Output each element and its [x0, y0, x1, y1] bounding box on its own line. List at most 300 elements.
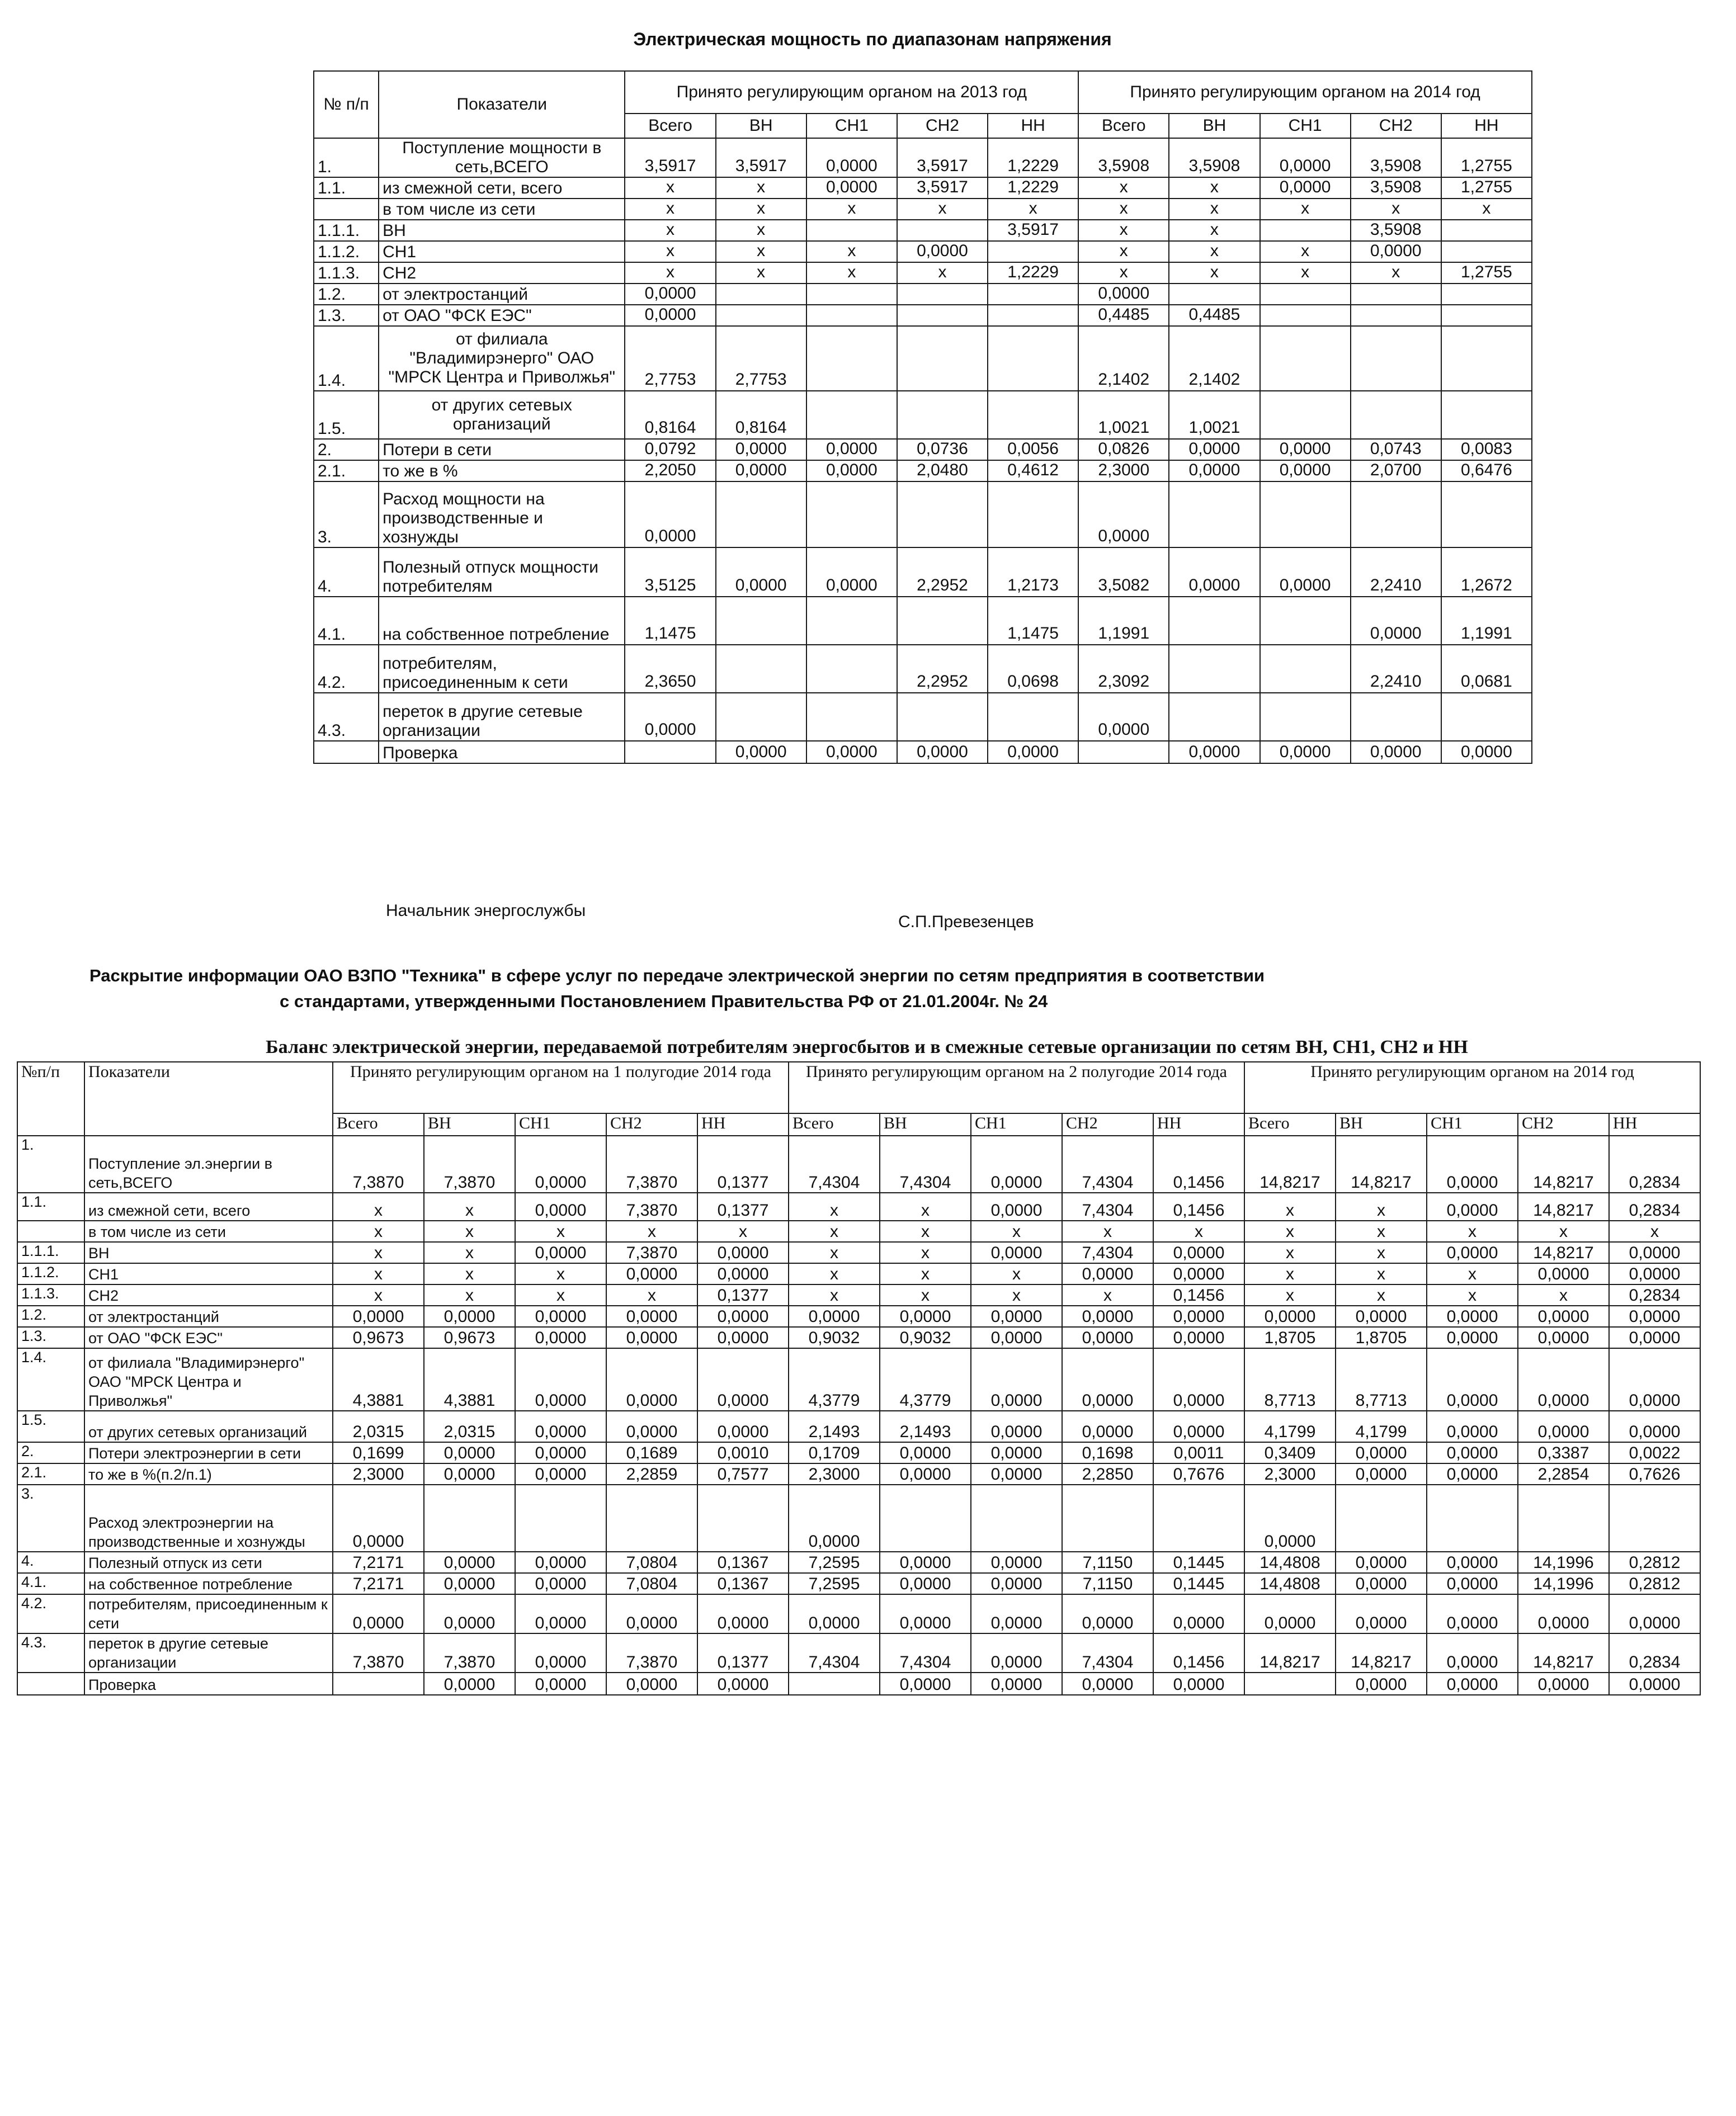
value-cell [716, 693, 806, 741]
value-cell: 2,2952 [897, 645, 988, 693]
value-cell: 7,4304 [1062, 1193, 1153, 1221]
value-cell: x [1260, 199, 1351, 220]
row-number: 3. [17, 1485, 84, 1552]
value-cell: 0,0000 [424, 1442, 515, 1463]
table-row [17, 1633, 1700, 1673]
value-cell: 7,4304 [789, 1136, 880, 1193]
row-number: 1.1.3. [17, 1284, 84, 1306]
table-row [314, 138, 1532, 177]
row-number [17, 1673, 84, 1695]
value-cell: x [424, 1263, 515, 1284]
value-cell: 0,1456 [1153, 1193, 1244, 1221]
value-cell: 0,0000 [971, 1442, 1062, 1463]
value-cell: 0,0000 [1518, 1348, 1609, 1411]
value-cell: 0,0000 [716, 547, 806, 597]
value-cell [1351, 284, 1441, 305]
value-cell [806, 645, 897, 693]
value-cell: 0,0000 [1078, 284, 1169, 305]
value-cell: 0,0000 [1260, 460, 1351, 481]
value-cell [988, 241, 1078, 262]
value-cell: 0,1445 [1153, 1573, 1244, 1594]
row-label: Потери в сети [379, 439, 625, 460]
value-cell: 2,2410 [1351, 645, 1441, 693]
value-cell: 0,0000 [1153, 1411, 1244, 1442]
value-cell [1260, 693, 1351, 741]
value-cell: x [1441, 199, 1532, 220]
value-cell: 3,5917 [897, 138, 988, 177]
value-cell: 0,0681 [1441, 645, 1532, 693]
row-number: 1.1. [314, 177, 379, 199]
value-cell: x [1260, 241, 1351, 262]
row-number: 4.1. [314, 597, 379, 645]
value-cell [1153, 1485, 1244, 1552]
value-cell: 14,4808 [1244, 1552, 1336, 1573]
value-cell: 2,3000 [333, 1463, 424, 1485]
value-cell: 0,0000 [606, 1673, 697, 1695]
value-cell [1441, 481, 1532, 547]
value-cell [1169, 284, 1259, 305]
value-cell [897, 481, 988, 547]
value-cell: x [988, 199, 1078, 220]
value-cell: 0,0000 [1427, 1673, 1518, 1695]
col-vn: ВН [1336, 1113, 1427, 1136]
value-cell [1441, 693, 1532, 741]
table-row [314, 439, 1532, 460]
value-cell: x [333, 1242, 424, 1263]
value-cell [697, 1485, 789, 1552]
row-label: на собственное потребление [84, 1573, 333, 1594]
value-cell: 14,4808 [1244, 1573, 1336, 1594]
value-cell: 0,2834 [1609, 1284, 1700, 1306]
col-sn1: СН1 [1260, 114, 1351, 138]
row-number: 1.1.3. [314, 262, 379, 284]
value-cell: 0,0000 [988, 741, 1078, 763]
row-number: 1. [314, 138, 379, 177]
value-cell [716, 597, 806, 645]
value-cell: x [515, 1284, 606, 1306]
value-cell [1260, 326, 1351, 391]
value-cell: 1,2229 [988, 138, 1078, 177]
value-cell: 1,8705 [1336, 1327, 1427, 1348]
value-cell: 0,0000 [1153, 1242, 1244, 1263]
row-label: ВН [379, 220, 625, 241]
row-label: ВН [84, 1242, 333, 1263]
value-cell: 0,2812 [1609, 1552, 1700, 1573]
value-cell: 0,0000 [1336, 1673, 1427, 1695]
value-cell: 0,0000 [716, 741, 806, 763]
value-cell: 2,3650 [625, 645, 715, 693]
value-cell: 14,8217 [1518, 1633, 1609, 1673]
value-cell [1062, 1485, 1153, 1552]
value-cell [716, 481, 806, 547]
value-cell [1260, 597, 1351, 645]
value-cell: x [1078, 241, 1169, 262]
value-cell: 0,0736 [897, 439, 988, 460]
table-row [314, 391, 1532, 439]
value-cell: 3,5125 [625, 547, 715, 597]
table-row [314, 693, 1532, 741]
col-sn1: СН1 [971, 1113, 1062, 1136]
value-cell: 2,0700 [1351, 460, 1441, 481]
value-cell: 0,0000 [971, 1136, 1062, 1193]
row-number: 2.1. [314, 460, 379, 481]
row-number [314, 199, 379, 220]
value-cell: 0,0000 [971, 1327, 1062, 1348]
value-cell: 0,0000 [1518, 1673, 1609, 1695]
table-row [314, 199, 1532, 220]
value-cell: 0,0000 [971, 1573, 1062, 1594]
value-cell: 0,0000 [971, 1552, 1062, 1573]
value-cell: 7,4304 [1062, 1136, 1153, 1193]
value-cell: 0,0000 [880, 1573, 971, 1594]
value-cell: 0,0000 [1609, 1242, 1700, 1263]
header-indicators: Показатели [84, 1062, 333, 1136]
value-cell: 8,7713 [1244, 1348, 1336, 1411]
row-number: 4.2. [314, 645, 379, 693]
table-row [17, 1136, 1700, 1193]
header-group-2014: Принято регулирующим органом на 2014 год [1078, 71, 1532, 114]
value-cell [1260, 391, 1351, 439]
header-group-h2: Принято регулирующим органом на 2 полугодие 2014 года [789, 1062, 1244, 1113]
table-row [17, 1348, 1700, 1411]
value-cell: x [625, 241, 715, 262]
value-cell: x [716, 241, 806, 262]
value-cell: 0,0000 [806, 439, 897, 460]
value-cell [897, 305, 988, 326]
value-cell: x [424, 1221, 515, 1242]
row-label: Полезный отпуск из сети [84, 1552, 333, 1573]
value-cell: 0,0000 [1427, 1573, 1518, 1594]
value-cell: 0,0000 [1609, 1348, 1700, 1411]
row-label: от электростанций [84, 1306, 333, 1327]
row-label: из смежной сети, всего [379, 177, 625, 199]
signature-name: С.П.Превезенцев [898, 913, 1034, 931]
value-cell [806, 284, 897, 305]
value-cell: 0,0698 [988, 645, 1078, 693]
value-cell: 0,0000 [1062, 1263, 1153, 1284]
value-cell: 14,8217 [1244, 1633, 1336, 1673]
value-cell [988, 284, 1078, 305]
value-cell: 0,0000 [1153, 1594, 1244, 1633]
value-cell: 0,0000 [515, 1673, 606, 1695]
value-cell: 0,0000 [606, 1594, 697, 1633]
value-cell: 8,7713 [1336, 1348, 1427, 1411]
value-cell: 0,0000 [424, 1306, 515, 1327]
value-cell: 0,0000 [1153, 1263, 1244, 1284]
value-cell: 7,4304 [789, 1633, 880, 1673]
value-cell: 2,2952 [897, 547, 988, 597]
value-cell: 0,0000 [606, 1263, 697, 1284]
value-cell: 0,2834 [1609, 1136, 1700, 1193]
value-cell: 2,1402 [1169, 326, 1259, 391]
value-cell: 0,9673 [424, 1327, 515, 1348]
value-cell: 3,5908 [1169, 138, 1259, 177]
value-cell: 0,0000 [333, 1306, 424, 1327]
signature-title: Начальник энергослужбы [386, 901, 586, 920]
table-row [314, 177, 1532, 199]
value-cell: 14,8217 [1336, 1136, 1427, 1193]
value-cell [1169, 693, 1259, 741]
value-cell: 3,5082 [1078, 547, 1169, 597]
value-cell: 0,0000 [1078, 693, 1169, 741]
value-cell: x [971, 1284, 1062, 1306]
value-cell: 0,0000 [1351, 597, 1441, 645]
header-group-h1: Принято регулирующим органом на 1 полугодие 2014 года [333, 1062, 789, 1113]
value-cell [1441, 284, 1532, 305]
value-cell: x [897, 199, 988, 220]
value-cell: x [789, 1284, 880, 1306]
col-nn: НН [1153, 1113, 1244, 1136]
value-cell: 0,0000 [1427, 1552, 1518, 1573]
value-cell: x [1336, 1193, 1427, 1221]
value-cell: 0,0792 [625, 439, 715, 460]
value-cell [1336, 1485, 1427, 1552]
value-cell [1169, 481, 1259, 547]
row-label: из смежной сети, всего [84, 1193, 333, 1221]
value-cell: 0,0000 [1609, 1327, 1700, 1348]
value-cell: x [515, 1221, 606, 1242]
value-cell: 0,0000 [1336, 1442, 1427, 1463]
value-cell: 0,0000 [625, 305, 715, 326]
value-cell: 0,0000 [697, 1263, 789, 1284]
value-cell: 2,3092 [1078, 645, 1169, 693]
row-number [314, 741, 379, 763]
table-row [17, 1552, 1700, 1573]
value-cell: x [1169, 220, 1259, 241]
value-cell: 7,1150 [1062, 1552, 1153, 1573]
value-cell: 0,0000 [1260, 741, 1351, 763]
value-cell: 0,0000 [1244, 1594, 1336, 1633]
value-cell [424, 1485, 515, 1552]
value-cell: 7,4304 [880, 1136, 971, 1193]
value-cell: 1,0021 [1169, 391, 1259, 439]
disclosure-line-1: Раскрытие информации ОАО ВЗПО "Техника" в сфере услуг по передаче электрической энергии по сетям предприятия в соответствии [89, 966, 1265, 985]
value-cell [988, 481, 1078, 547]
value-cell: 0,1456 [1153, 1633, 1244, 1673]
value-cell: x [716, 199, 806, 220]
value-cell [625, 741, 715, 763]
row-number: 1.1.2. [17, 1263, 84, 1284]
row-number: 4.1. [17, 1573, 84, 1594]
value-cell: 0,0010 [697, 1442, 789, 1463]
value-cell [1351, 481, 1441, 547]
value-cell [806, 305, 897, 326]
value-cell: 0,2812 [1609, 1573, 1700, 1594]
value-cell: 0,1689 [606, 1442, 697, 1463]
row-label: потребителям, присоединенным к сети [84, 1594, 333, 1633]
table-row [17, 1442, 1700, 1463]
value-cell: 3,5917 [988, 220, 1078, 241]
value-cell: 0,0000 [606, 1411, 697, 1442]
value-cell: x [625, 220, 715, 241]
table-row [17, 1485, 1700, 1552]
value-cell: 0,0000 [424, 1673, 515, 1695]
value-cell: 0,0000 [1062, 1673, 1153, 1695]
value-cell [988, 391, 1078, 439]
table-row [17, 1411, 1700, 1442]
row-label: СН2 [84, 1284, 333, 1306]
value-cell: 0,0000 [1427, 1348, 1518, 1411]
value-cell: x [1169, 199, 1259, 220]
value-cell: x [1336, 1284, 1427, 1306]
value-cell: 0,0000 [1427, 1136, 1518, 1193]
value-cell: 7,3870 [606, 1633, 697, 1673]
value-cell: 4,1799 [1336, 1411, 1427, 1442]
table-row [314, 326, 1532, 391]
col-vn: ВН [716, 114, 806, 138]
value-cell: 14,1996 [1518, 1573, 1609, 1594]
value-cell: 0,0011 [1153, 1442, 1244, 1463]
value-cell: 4,3881 [424, 1348, 515, 1411]
row-label: Поступление эл.энергии в сеть,ВСЕГО [84, 1136, 333, 1193]
value-cell: 0,1377 [697, 1284, 789, 1306]
value-cell: 0,0000 [971, 1348, 1062, 1411]
value-cell [1427, 1485, 1518, 1552]
value-cell: 0,0000 [515, 1552, 606, 1573]
value-cell: 7,2171 [333, 1573, 424, 1594]
value-cell: 0,0000 [880, 1594, 971, 1633]
value-cell: 0,0000 [971, 1411, 1062, 1442]
value-cell: 1,1991 [1441, 597, 1532, 645]
row-number: 1.2. [314, 284, 379, 305]
value-cell [1078, 741, 1169, 763]
value-cell: 2,0480 [897, 460, 988, 481]
value-cell: x [1244, 1242, 1336, 1263]
value-cell [806, 326, 897, 391]
value-cell [1351, 693, 1441, 741]
value-cell: 1,2755 [1441, 138, 1532, 177]
row-number: 1.4. [314, 326, 379, 391]
value-cell: 0,0000 [880, 1463, 971, 1485]
value-cell: x [880, 1221, 971, 1242]
value-cell: x [1336, 1242, 1427, 1263]
value-cell: 2,2850 [1062, 1463, 1153, 1485]
value-cell [1169, 597, 1259, 645]
value-cell: 2,2859 [606, 1463, 697, 1485]
value-cell: 0,4485 [1078, 305, 1169, 326]
value-cell: 7,4304 [1062, 1633, 1153, 1673]
value-cell: 14,8217 [1518, 1193, 1609, 1221]
value-cell: x [1427, 1263, 1518, 1284]
row-label: Проверка [379, 741, 625, 763]
row-number: 4.2. [17, 1594, 84, 1633]
value-cell: x [697, 1221, 789, 1242]
disclosure-line-2: с стандартами, утвержденными Постановлением Правительства РФ от 21.01.2004г. № 24 [280, 991, 1048, 1011]
value-cell: x [880, 1193, 971, 1221]
row-label: от филиала "Владимирэнерго" ОАО "МРСК Центра и Приволжья" [84, 1348, 333, 1411]
value-cell: x [971, 1263, 1062, 1284]
value-cell: 0,0000 [515, 1306, 606, 1327]
value-cell: 7,3870 [333, 1633, 424, 1673]
value-cell: 0,0000 [1078, 481, 1169, 547]
value-cell: x [1169, 262, 1259, 284]
value-cell: x [1078, 199, 1169, 220]
value-cell: 0,0000 [789, 1485, 880, 1552]
value-cell: 0,0000 [1427, 1327, 1518, 1348]
value-cell: 0,0000 [1062, 1348, 1153, 1411]
value-cell: x [1078, 262, 1169, 284]
disclosure-text [89, 963, 1286, 1014]
row-label: от ОАО "ФСК ЕЭС" [379, 305, 625, 326]
value-cell: x [1244, 1193, 1336, 1221]
col-sn2: СН2 [1518, 1113, 1609, 1136]
value-cell: x [333, 1221, 424, 1242]
value-cell: 0,0083 [1441, 439, 1532, 460]
row-number: 4.3. [17, 1633, 84, 1673]
col-sn2: СН2 [1062, 1113, 1153, 1136]
value-cell: 0,0000 [1169, 460, 1259, 481]
row-number: 1.1.1. [314, 220, 379, 241]
value-cell: 0,0000 [1260, 177, 1351, 199]
value-cell: 0,0000 [897, 741, 988, 763]
value-cell: 1,1475 [625, 597, 715, 645]
value-cell: 0,0000 [515, 1442, 606, 1463]
value-cell: 0,0000 [515, 1411, 606, 1442]
table-row [17, 1242, 1700, 1263]
value-cell [1244, 1673, 1336, 1695]
value-cell: 14,8217 [1336, 1633, 1427, 1673]
value-cell: 2,1493 [789, 1411, 880, 1442]
value-cell: 0,0000 [971, 1594, 1062, 1633]
value-cell: 1,2173 [988, 547, 1078, 597]
value-cell: x [1609, 1221, 1700, 1242]
value-cell: x [1078, 220, 1169, 241]
value-cell: x [716, 262, 806, 284]
value-cell: 7,2171 [333, 1552, 424, 1573]
value-cell: 0,0000 [1518, 1327, 1609, 1348]
value-cell [1441, 220, 1532, 241]
value-cell: 0,2834 [1609, 1193, 1700, 1221]
value-cell: 0,0000 [515, 1327, 606, 1348]
value-cell: 0,0000 [1427, 1594, 1518, 1633]
energy-balance-table [17, 1061, 1701, 1695]
header-group-year: Принято регулирующим органом на 2014 год [1244, 1062, 1700, 1113]
row-number [17, 1221, 84, 1242]
row-number: 1. [17, 1136, 84, 1193]
row-label: на собственное потребление [379, 597, 625, 645]
value-cell [897, 326, 988, 391]
row-number: 2. [17, 1442, 84, 1463]
value-cell: 0,0000 [1427, 1633, 1518, 1673]
row-number: 1.5. [314, 391, 379, 439]
row-number: 1.3. [17, 1327, 84, 1348]
value-cell: 4,3779 [880, 1348, 971, 1411]
value-cell [716, 645, 806, 693]
value-cell: 0,1698 [1062, 1442, 1153, 1463]
value-cell: 7,2595 [789, 1573, 880, 1594]
value-cell: 0,0000 [1336, 1463, 1427, 1485]
value-cell [988, 693, 1078, 741]
value-cell: 0,0000 [1609, 1263, 1700, 1284]
row-label: Полезный отпуск мощности потребителям [379, 547, 625, 597]
table-row [17, 1284, 1700, 1306]
value-cell [806, 391, 897, 439]
value-cell: x [716, 177, 806, 199]
value-cell: 0,0000 [424, 1463, 515, 1485]
value-cell: 1,8705 [1244, 1327, 1336, 1348]
value-cell: 2,2854 [1518, 1463, 1609, 1485]
value-cell: 7,4304 [1062, 1242, 1153, 1263]
value-cell: x [789, 1242, 880, 1263]
col-nn: НН [697, 1113, 789, 1136]
row-label: переток в другие сетевые организации [379, 693, 625, 741]
value-cell: 14,8217 [1518, 1136, 1609, 1193]
value-cell: 0,0000 [697, 1327, 789, 1348]
value-cell: 1,1475 [988, 597, 1078, 645]
row-number: 1.1. [17, 1193, 84, 1221]
value-cell: 0,0000 [1441, 741, 1532, 763]
value-cell: 2,7753 [625, 326, 715, 391]
